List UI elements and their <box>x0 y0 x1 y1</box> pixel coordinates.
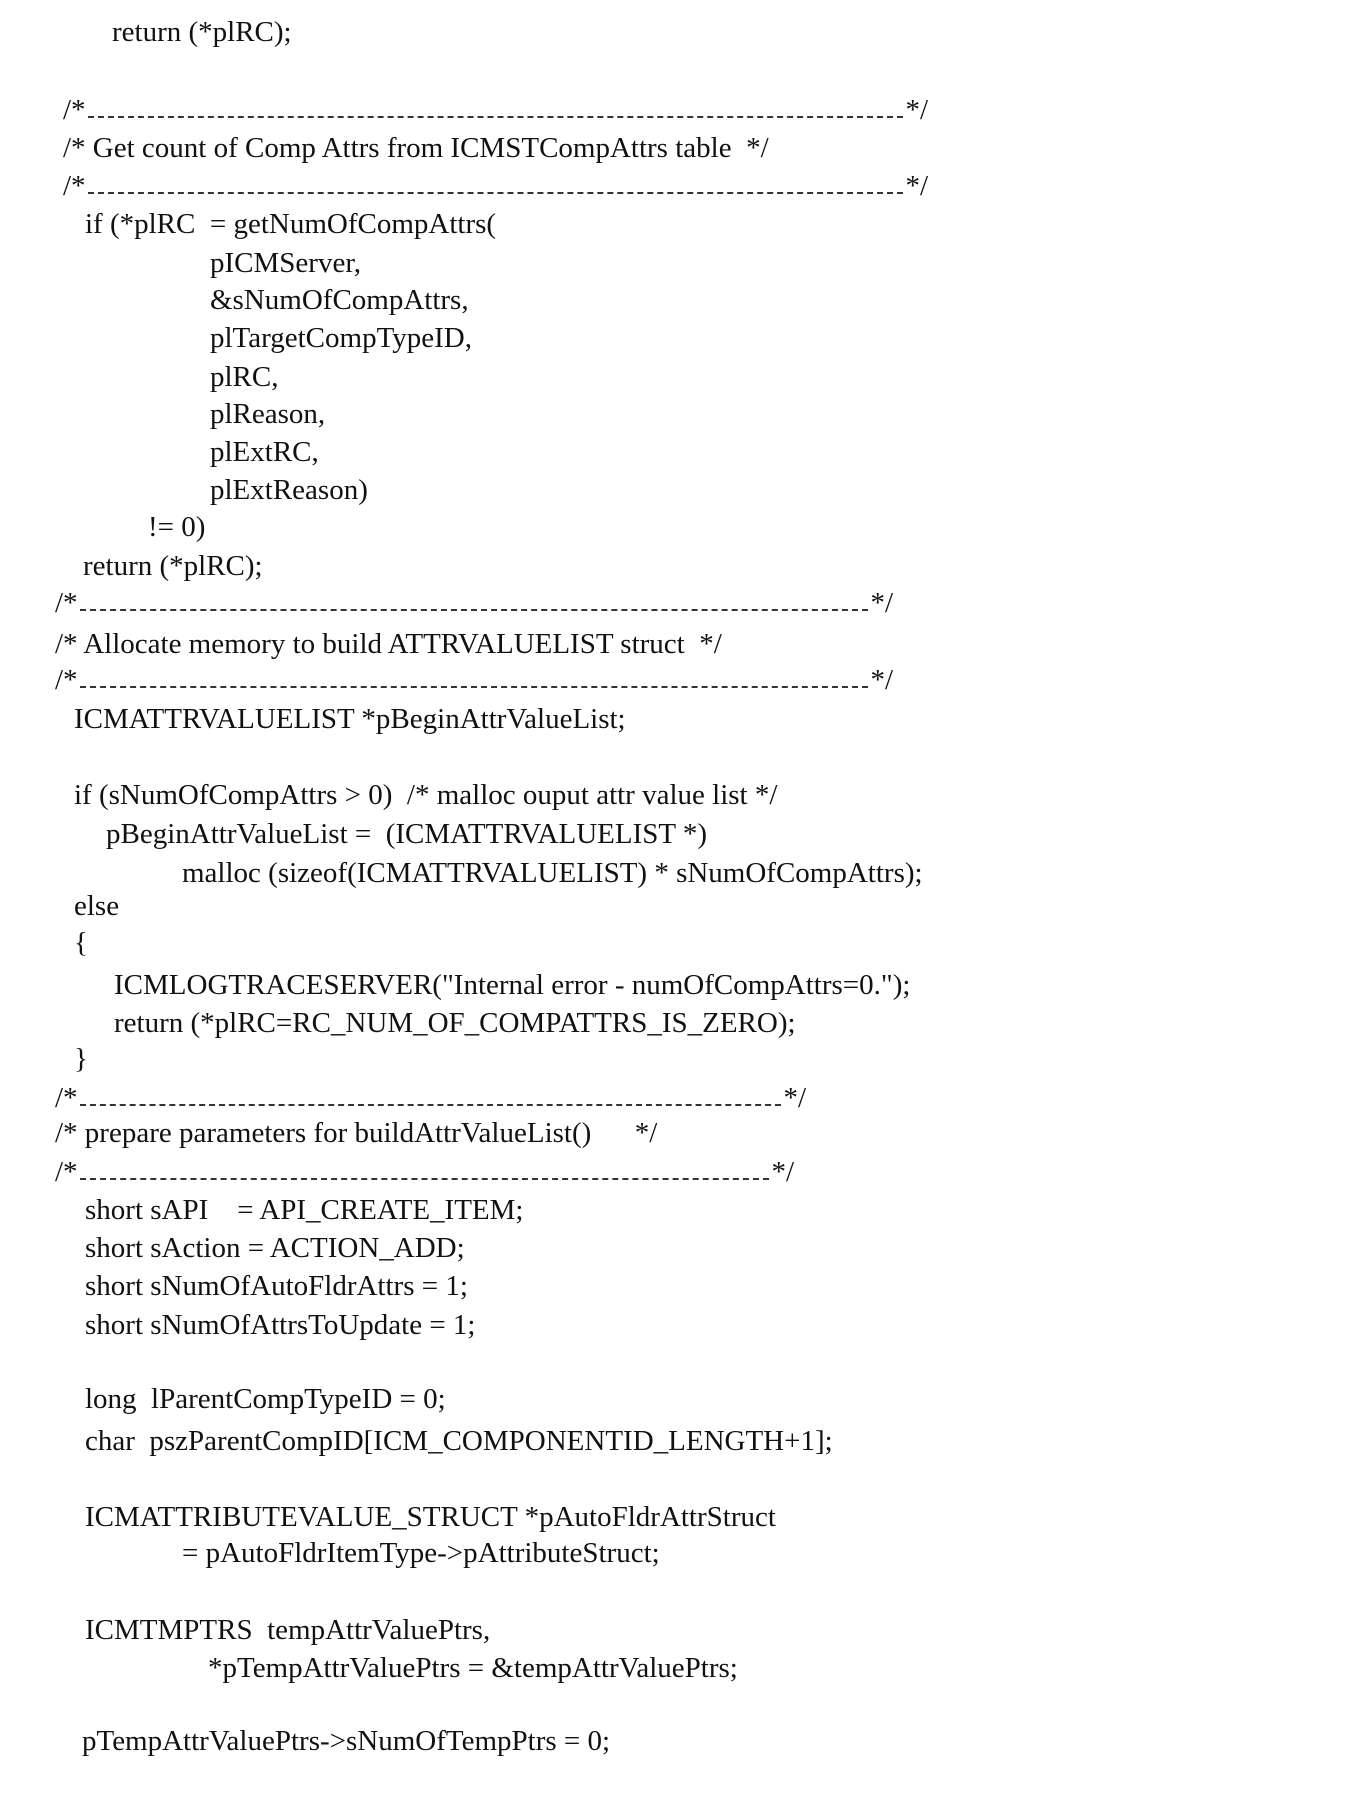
code-line: &sNumOfCompAttrs, <box>210 283 469 317</box>
code-line: } <box>74 1042 88 1076</box>
code-line: *pTempAttrValuePtrs = &tempAttrValuePtrs; <box>208 1651 738 1685</box>
code-line: short sAPI = API_CREATE_ITEM; <box>85 1193 523 1227</box>
code-line: else <box>74 889 119 923</box>
comment-open: /* <box>55 1081 78 1115</box>
code-line: = pAutoFldrItemType->pAttributeStruct; <box>182 1536 660 1570</box>
code-line: if (sNumOfCompAttrs > 0) /* malloc ouput attr value list */ <box>74 778 777 812</box>
comment-open: /* <box>63 93 86 127</box>
code-line: pBeginAttrValueList = (ICMATTRVALUELIST *) <box>106 817 707 851</box>
code-line: long lParentCompTypeID = 0; <box>85 1382 446 1416</box>
code-line: plReason, <box>210 397 325 431</box>
code-line: plExtReason) <box>210 473 368 507</box>
section-comment: /* Allocate memory to build ATTRVALUELIST struct */ <box>55 627 722 661</box>
comment-divider <box>55 663 893 697</box>
code-line: { <box>74 926 88 960</box>
code-line: if (*plRC = getNumOfCompAttrs( <box>85 207 496 241</box>
code-line: ICMLOGTRACESERVER("Internal error - numOfCompAttrs=0."); <box>114 968 910 1002</box>
dash-line <box>80 609 869 611</box>
comment-divider <box>55 1081 806 1115</box>
dash-line <box>88 192 904 194</box>
comment-divider <box>55 586 893 620</box>
code-line: short sNumOfAutoFldrAttrs = 1; <box>85 1269 468 1303</box>
dash-line <box>80 1178 770 1180</box>
code-line: return (*plRC); <box>83 549 263 583</box>
comment-close: */ <box>905 169 928 203</box>
comment-divider <box>63 93 928 127</box>
comment-close: */ <box>771 1155 794 1189</box>
code-line: pICMServer, <box>210 246 361 280</box>
dash-line <box>80 1104 782 1106</box>
comment-close: */ <box>783 1081 806 1115</box>
code-line: char pszParentCompID[ICM_COMPONENTID_LENGTH+1]; <box>85 1424 833 1458</box>
section-comment: /* prepare parameters for buildAttrValueList() */ <box>55 1116 657 1150</box>
code-line: return (*plRC=RC_NUM_OF_COMPATTRS_IS_ZERO); <box>114 1006 796 1040</box>
code-line: short sAction = ACTION_ADD; <box>85 1231 465 1265</box>
code-line: plExtRC, <box>210 435 319 469</box>
code-line: malloc (sizeof(ICMATTRVALUELIST) * sNumOfCompAttrs); <box>182 856 923 890</box>
comment-close: */ <box>870 586 893 620</box>
section-comment: /* Get count of Comp Attrs from ICMSTCompAttrs table */ <box>63 131 769 165</box>
comment-close: */ <box>870 663 893 697</box>
code-line: plRC, <box>210 360 279 394</box>
comment-divider <box>55 1155 794 1189</box>
code-line: pTempAttrValuePtrs->sNumOfTempPtrs = 0; <box>82 1724 610 1758</box>
dash-line <box>80 686 869 688</box>
comment-open: /* <box>55 1155 78 1189</box>
code-line: ICMTMPTRS tempAttrValuePtrs, <box>85 1613 490 1647</box>
comment-divider <box>63 169 928 203</box>
code-line: plTargetCompTypeID, <box>210 321 472 355</box>
code-line: ICMATTRIBUTEVALUE_STRUCT *pAutoFldrAttrStruct <box>85 1500 776 1534</box>
comment-close: */ <box>905 93 928 127</box>
code-line: short sNumOfAttrsToUpdate = 1; <box>85 1308 475 1342</box>
comment-open: /* <box>55 663 78 697</box>
comment-open: /* <box>55 586 78 620</box>
code-line: != 0) <box>148 510 205 544</box>
comment-open: /* <box>63 169 86 203</box>
code-line: ICMATTRVALUELIST *pBeginAttrValueList; <box>74 702 626 736</box>
dash-line <box>88 116 904 118</box>
code-line: return (*plRC); <box>112 15 292 49</box>
